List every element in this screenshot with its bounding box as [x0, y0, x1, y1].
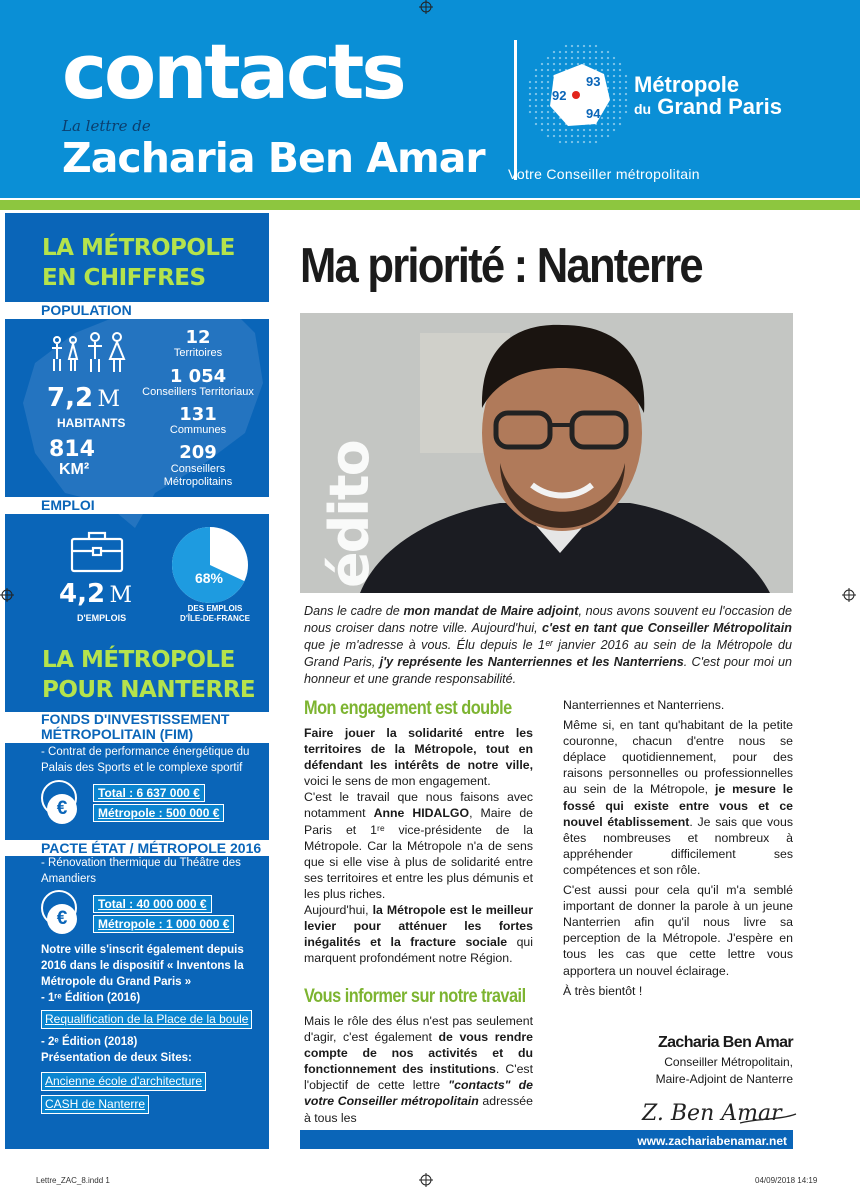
- logo-dot: [595, 141, 598, 144]
- logo-dot: [559, 129, 562, 132]
- logo-dot: [601, 117, 604, 120]
- logo-dot: [541, 93, 544, 96]
- logo-dot: [529, 87, 532, 90]
- logo-dot: [559, 51, 562, 54]
- logo-dot: [589, 45, 592, 48]
- registration-mark-icon: [842, 588, 856, 602]
- logo-dot: [619, 63, 622, 66]
- logo-dot: [625, 93, 628, 96]
- pie-caption: DES EMPLOIS D'ÎLE-DE-FRANCE: [180, 604, 250, 623]
- logo-dot: [571, 57, 574, 60]
- stat-label: Conseillers Territoriaux: [142, 386, 254, 398]
- logo-dot: [541, 129, 544, 132]
- logo-dot: [589, 129, 592, 132]
- section-title-engagement: Mon engagement est double: [304, 698, 512, 719]
- logo-dot: [589, 57, 592, 60]
- logo-dot: [589, 63, 592, 66]
- link-cash-nanterre[interactable]: CASH de Nanterre: [41, 1095, 149, 1114]
- logo-dot: [565, 141, 568, 144]
- logo-dot: [565, 51, 568, 54]
- header-banner: [0, 0, 860, 198]
- logo-dot: [601, 57, 604, 60]
- column-right: Nanterriennes et Nanterriens. Même si, en tant qu'habitant de la petite couronne, chacun d'entre nous se déplace quotidiennement, pour des raisons personnelles ou professionnelles au sein de la Métropole, je mesure le fossé qui existe entre vous et ce nouvel établissement. Je sais que vous êtes nombreuses et nombreux à appréhender difficilement ses compétences et son rôle. C'est aussi pour cela qu'il m'a semblé important de donner la parole à un jeune Nanterrien afin qu'il nous livre sa perception de la Métropole. J'espère en tous les cas que cette lettre vous apportera un nouvel éclairage. À très bientôt !: [563, 698, 793, 998]
- logo-dot: [613, 93, 616, 96]
- logo-dot: [625, 105, 628, 108]
- logo-dot: [559, 135, 562, 138]
- page-title: Ma priorité : Nanterre: [300, 239, 702, 293]
- logo-dot: [577, 51, 580, 54]
- intro-paragraph: Dans le cadre de mon mandat de Maire adjoint, nous avons souvent eu l'occasion de nous croiser dans notre ville. Aujourd'hui, c'est en tant que Conseiller Métropolitain que je m'adresse à vous. Élu depuis le 1ᵉʳ janvier 2016 au sein de la Métropole du Grand Paris, j'y représente les Nanterriennes et les Nanterriens. C'est pour moi un honneur et une grande responsabilité.: [304, 604, 792, 686]
- stat-label: Territoires: [173, 347, 223, 359]
- logo-dot: [613, 81, 616, 84]
- fim-total: Total : 6 637 000 €: [93, 784, 205, 802]
- logo-dot: [601, 135, 604, 138]
- signature-name: Zacharia Ben Amar: [657, 1034, 793, 1051]
- logo-dot: [607, 69, 610, 72]
- handwritten-signature-icon: [640, 1090, 800, 1130]
- logo-dot: [541, 63, 544, 66]
- logo-dot: [547, 81, 550, 84]
- logo-dot: [619, 75, 622, 78]
- stat-value: 209: [179, 442, 217, 463]
- logo-dot: [613, 75, 616, 78]
- logo-dot: [613, 57, 616, 60]
- logo-dot: [601, 123, 604, 126]
- metropole-logo-icon: [524, 40, 634, 150]
- logo-dot: [583, 135, 586, 138]
- logo-dot: [613, 69, 616, 72]
- sidebar-chiffres: [5, 213, 269, 1149]
- logo-dot: [559, 141, 562, 144]
- column-left-continued: Mais le rôle des élus n'est pas seulement d'agir, c'est également de vous rendre compte de nos activités et du fonctionnement des institutions. C'est l'objectif de cette lettre "contacts" de votre Conseiller métropolitain adressée à tous les: [304, 1014, 534, 1125]
- logo-dot: [625, 75, 628, 78]
- logo-dot: [535, 99, 538, 102]
- logo-dot: [595, 135, 598, 138]
- logo-dot: [613, 129, 616, 132]
- logo-dot: [541, 87, 544, 90]
- logo-dot: [535, 123, 538, 126]
- logo-dot: [535, 93, 538, 96]
- logo-dot: [595, 57, 598, 60]
- logo-dot: [529, 111, 532, 114]
- presentation-text: Présentation de deux Sites:: [41, 1052, 192, 1064]
- logo-dot: [625, 111, 628, 114]
- emplois-label: D'EMPLOIS: [77, 613, 127, 623]
- logo-dot: [547, 135, 550, 138]
- logo-dot: [613, 87, 616, 90]
- registration-mark-icon: [0, 588, 14, 602]
- link-place-de-la-boule[interactable]: Requalification de la Place de la boule: [41, 1010, 252, 1029]
- header-tagline: Votre Conseiller métropolitain: [508, 166, 700, 182]
- logo-dot: [589, 141, 592, 144]
- logo-dot: [607, 135, 610, 138]
- logo-dot: [619, 117, 622, 120]
- logo-dot: [613, 111, 616, 114]
- area-value: 814: [49, 437, 95, 462]
- logo-dot: [541, 75, 544, 78]
- masthead-subtitle: La lettre de: [62, 117, 151, 135]
- logo-dot: [619, 93, 622, 96]
- header-green-bar: [0, 200, 860, 210]
- logo-dot: [547, 99, 550, 102]
- area-unit: KM²: [59, 461, 90, 478]
- logo-dot: [559, 57, 562, 60]
- logo-dot: [559, 63, 562, 66]
- logo-dot: [589, 51, 592, 54]
- logo-dot: [535, 81, 538, 84]
- author-name: Zacharia Ben Amar: [62, 134, 485, 182]
- logo-dot: [553, 57, 556, 60]
- logo-dot: [541, 123, 544, 126]
- logo-dot: [547, 105, 550, 108]
- masthead-title: contacts: [62, 27, 404, 116]
- logo-dot: [553, 117, 556, 120]
- emplois-value: 4,2 M: [59, 579, 133, 609]
- logo-dot: [619, 123, 622, 126]
- logo-dot: [601, 63, 604, 66]
- logo-dot: [547, 69, 550, 72]
- logo-dot: [535, 111, 538, 114]
- link-ecole-architecture[interactable]: Ancienne école d'architecture: [41, 1072, 206, 1091]
- logo-dot: [547, 117, 550, 120]
- logo-dot: [601, 129, 604, 132]
- logo-dot: [547, 87, 550, 90]
- logo-dot: [565, 45, 568, 48]
- section-title-informer: Vous informer sur notre travail: [304, 986, 526, 1007]
- logo-dot: [541, 99, 544, 102]
- logo-dot: [613, 117, 616, 120]
- logo-dot: [625, 99, 628, 102]
- logo-dot: [547, 63, 550, 66]
- website-link[interactable]: www.zachariabenamar.net: [300, 1133, 793, 1149]
- registration-mark-icon: [419, 1173, 433, 1187]
- logo-dot: [619, 99, 622, 102]
- logo-dot: [613, 99, 616, 102]
- edito-label: édito: [318, 441, 381, 588]
- logo-dot: [571, 51, 574, 54]
- logo-dot: [583, 129, 586, 132]
- logo-dot: [571, 45, 574, 48]
- logo-dot: [541, 69, 544, 72]
- employment-pie-chart: [171, 526, 249, 604]
- column-left: Faire jouer la solidarité entre les territoires de la Métropole, tout en défendant les intérêts de notre ville, voici le sens de mon engagement. C'est le travail que nous faisons avec notamment Anne HIDALGO, Maire de Paris et 1ʳᵉ vice-présidente de la Métropole. Car la Métropole n'a de sens que si elle vise à plus de solidarité entre ses territoires et entre les plus démunis et les plus riches. Aujourd'hui, la Métropole est le meilleur levier pour atténuer les fortes inégalités et la fracture sociale qui marquent profondément notre Région.: [304, 726, 534, 966]
- logo-dot: [547, 75, 550, 78]
- habitants-value: 7,2 M: [47, 383, 121, 413]
- stat-value: 131: [179, 404, 217, 425]
- sidebar-heading-1: LA MÉTROPOLE EN CHIFFRES: [42, 235, 235, 291]
- logo-dot: [601, 69, 604, 72]
- logo-dot: [553, 135, 556, 138]
- logo-dot: [565, 57, 568, 60]
- edition-1: - 1ʳᵉ Édition (2016): [41, 992, 141, 1004]
- header-divider: [514, 40, 517, 180]
- logo-dot: [553, 69, 556, 72]
- logo-dot: [607, 117, 610, 120]
- logo-dot: [571, 63, 574, 66]
- logo-dot: [529, 105, 532, 108]
- logo-dot: [625, 87, 628, 90]
- logo-dot: [565, 129, 568, 132]
- svg-text:92: 92: [552, 88, 567, 103]
- fim-metropole: Métropole : 500 000 €: [93, 804, 224, 822]
- sidebar-heading-2: LA MÉTROPOLE POUR NANTERRE: [42, 647, 256, 703]
- fim-band: FONDS D'INVESTISSEMENT MÉTROPOLITAIN (FIM): [5, 712, 269, 743]
- euro-icon: €: [47, 904, 77, 934]
- pacte-metropole: Métropole : 1 000 000 €: [93, 915, 234, 933]
- logo-dot: [607, 81, 610, 84]
- logo-dot: [619, 87, 622, 90]
- logo-dot: [607, 123, 610, 126]
- pacte-total: Total : 40 000 000 €: [93, 895, 212, 913]
- logo-dot: [607, 129, 610, 132]
- logo-dot: [613, 63, 616, 66]
- logo-dot: [553, 129, 556, 132]
- logo-dot: [535, 75, 538, 78]
- logo-dot: [619, 81, 622, 84]
- logo-dot: [595, 45, 598, 48]
- logo-dot: [571, 129, 574, 132]
- logo-dot: [553, 123, 556, 126]
- logo-dot: [583, 51, 586, 54]
- logo-line2: du Grand Paris: [634, 94, 782, 119]
- logo-dot: [607, 105, 610, 108]
- logo-dot: [553, 63, 556, 66]
- population-band: POPULATION: [5, 302, 269, 319]
- pacte-text: - Rénovation thermique du Théâtre des Amandiers: [41, 857, 241, 885]
- print-slug-right: 04/09/2018 14:19: [755, 1176, 818, 1185]
- logo-dot: [541, 117, 544, 120]
- logo-dot: [619, 105, 622, 108]
- svg-text:94: 94: [586, 106, 601, 121]
- logo-dot: [577, 45, 580, 48]
- print-slug-left: Lettre_ZAC_8.indd 1: [36, 1176, 110, 1185]
- logo-dot: [595, 129, 598, 132]
- logo-dot: [547, 111, 550, 114]
- logo-dot: [529, 81, 532, 84]
- logo-dot: [607, 75, 610, 78]
- logo-dot: [571, 135, 574, 138]
- stat-label: Conseillers Métropolitains: [163, 463, 233, 488]
- edition-2: - 2ᵉ Édition (2018): [41, 1036, 138, 1048]
- logo-dot: [601, 51, 604, 54]
- pie-label: 68%: [194, 570, 224, 586]
- logo-dot: [607, 57, 610, 60]
- people-icon: [47, 331, 131, 373]
- euro-icon: €: [47, 794, 77, 824]
- logo-dot: [619, 111, 622, 114]
- habitants-label: HABITANTS: [57, 416, 126, 430]
- logo-dot: [607, 63, 610, 66]
- stat-value: 1 054: [169, 366, 227, 387]
- logo-dot: [535, 87, 538, 90]
- logo-dot: [595, 63, 598, 66]
- briefcase-icon: [69, 529, 125, 573]
- logo-dot: [625, 81, 628, 84]
- logo-dot: [535, 117, 538, 120]
- registration-mark-icon: [419, 0, 433, 14]
- logo-dot: [613, 105, 616, 108]
- logo-dot: [535, 69, 538, 72]
- stat-value: 12: [185, 327, 211, 348]
- logo-dot: [583, 57, 586, 60]
- logo-dot: [541, 105, 544, 108]
- logo-dot: [559, 69, 562, 72]
- logo-dot: [607, 111, 610, 114]
- logo-dot: [577, 63, 580, 66]
- logo-dot: [529, 99, 532, 102]
- logo-dot: [619, 69, 622, 72]
- logo-dot: [541, 81, 544, 84]
- logo-dot: [577, 135, 580, 138]
- logo-dot: [565, 135, 568, 138]
- stat-label: Communes: [169, 424, 227, 436]
- logo-dot: [547, 93, 550, 96]
- logo-dot: [577, 57, 580, 60]
- logo-dot: [613, 123, 616, 126]
- pacte-band: PACTE ÉTAT / MÉTROPOLE 2016: [5, 840, 269, 856]
- logo-dot: [595, 51, 598, 54]
- logo-dot: [589, 135, 592, 138]
- logo-dot: [547, 123, 550, 126]
- logo-line1: Métropole: [634, 72, 740, 97]
- logo-dot: [553, 51, 556, 54]
- logo-dot: [577, 129, 580, 132]
- logo-dot: [535, 105, 538, 108]
- fim-text: - Contrat de performance énergétique du Palais des Sports et le complexe sportif: [41, 746, 250, 774]
- logo-dot: [583, 141, 586, 144]
- logo-dot: [547, 57, 550, 60]
- logo-dot: [559, 123, 562, 126]
- logo-dot: [583, 45, 586, 48]
- logo-dot: [541, 111, 544, 114]
- logo-dot: [547, 129, 550, 132]
- emploi-band: EMPLOI: [5, 497, 269, 514]
- inventons-text: Notre ville s'inscrit également depuis 2016 dans le dispositif « Inventons la Métropole du Grand Paris »: [41, 944, 244, 988]
- signature-title: Conseiller Métropolitain, Maire-Adjoint de Nanterre: [655, 1055, 793, 1086]
- logo-dot: [571, 141, 574, 144]
- logo-dot: [607, 51, 610, 54]
- logo-dot: [577, 141, 580, 144]
- metropole-logo-text: [634, 74, 782, 120]
- logo-dot: [529, 93, 532, 96]
- logo-dot: [565, 63, 568, 66]
- svg-text:Z. Ben Amar: Z. Ben Amar: [642, 1101, 782, 1126]
- svg-text:93: 93: [586, 74, 601, 89]
